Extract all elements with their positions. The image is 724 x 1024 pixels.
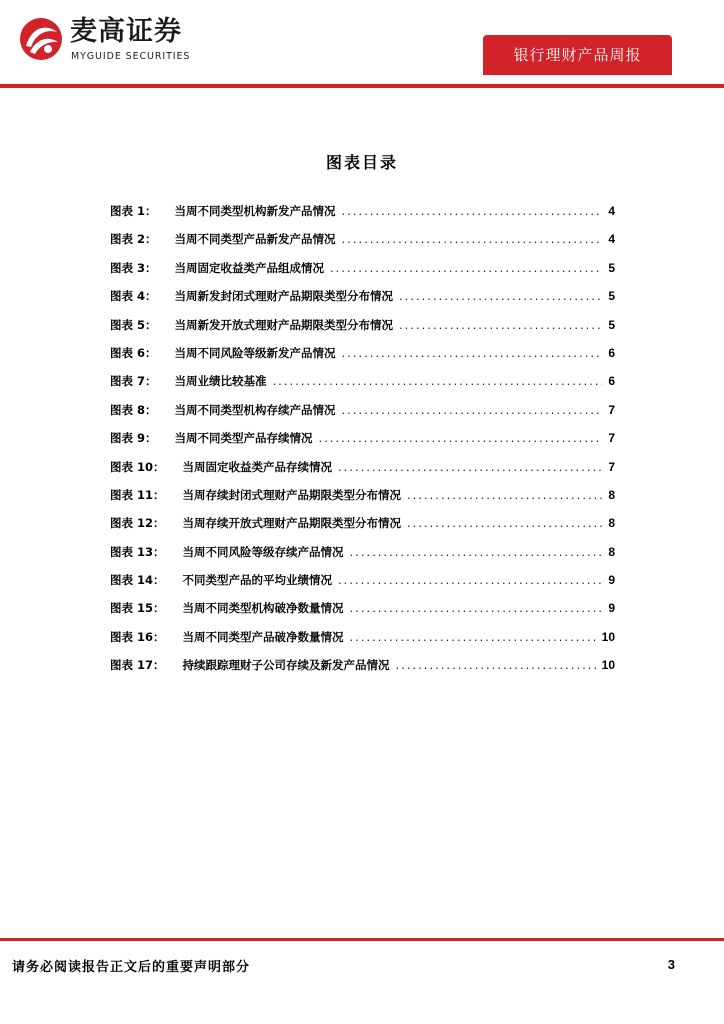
toc-title: 图表目录 — [325, 153, 398, 172]
toc-entry-title: 当周不同类型机构新发产品情况 — [174, 204, 336, 218]
toc-entry-title: 当周存续开放式理财产品期限类型分布情况 — [182, 516, 402, 531]
page-number: 3 — [667, 957, 675, 972]
toc-entry-title: 当周新发开放式理财产品期限类型分布情况 — [174, 317, 394, 332]
company-logo-icon — [17, 16, 65, 62]
toc-entry-leader — [396, 658, 596, 672]
toc-entry-title: 当周不同风险等级新发产品情况 — [174, 345, 336, 360]
toc-entry-label: 图表 16： — [110, 629, 165, 644]
toc-entry-title: 持续跟踪理财子公司存续及新发产品情况 — [182, 658, 390, 673]
toc-entry-page: 10 — [601, 629, 615, 644]
brand-name-cn: 麦高证券 — [70, 16, 182, 47]
header-divider — [0, 84, 724, 88]
toc-entry-leader — [338, 573, 602, 587]
toc-entry-page: 7 — [608, 431, 615, 446]
toc-entry[interactable] — [110, 629, 615, 657]
toc-entry-label: 图表 14： — [110, 573, 165, 588]
toc-entry[interactable] — [110, 288, 615, 316]
toc-entry-title: 当周固定收益类产品组成情况 — [174, 260, 325, 275]
toc-entry-leader — [342, 346, 603, 360]
toc-entry-label: 图表 11： — [110, 487, 165, 502]
toc-entry-leader — [342, 403, 603, 417]
toc-entry-leader — [319, 431, 603, 445]
toc-entry-title: 当周不同类型产品存续情况 — [174, 431, 313, 446]
toc-entry-page: 7 — [608, 402, 615, 417]
toc-entry-leader — [330, 261, 602, 275]
toc-entry-leader — [273, 374, 603, 388]
toc-entry-page: 10 — [601, 658, 615, 673]
toc-entry-title: 当周存续封闭式理财产品期限类型分布情况 — [182, 487, 402, 502]
toc-entry-page: 8 — [608, 516, 615, 531]
toc-entry-label: 图表 3： — [110, 260, 157, 275]
brand-name-en: MYGUIDE SECURITIES — [71, 51, 191, 62]
toc-entry-title: 当周不同类型机构破净数量情况 — [182, 601, 344, 616]
toc-entry-page: 6 — [608, 345, 615, 360]
toc-entry-label: 图表 15： — [110, 601, 165, 616]
toc-list — [110, 203, 615, 686]
toc-entry[interactable] — [110, 572, 615, 600]
toc-entry-page: 5 — [608, 317, 615, 332]
toc-entry-title: 当周新发封闭式理财产品期限类型分布情况 — [174, 289, 394, 304]
toc-entry-label: 图表 7： — [110, 374, 157, 389]
footer-disclaimer: 请务必阅读报告正文后的重要声明部分 — [12, 960, 251, 975]
toc-entry[interactable] — [110, 231, 615, 259]
toc-entry[interactable] — [110, 317, 615, 345]
toc-entry[interactable] — [110, 657, 615, 685]
toc-entry-label: 图表 9： — [110, 431, 157, 446]
toc-entry-title: 当周不同类型产品破净数量情况 — [182, 629, 344, 644]
toc-entry-label: 图表 6： — [110, 345, 157, 360]
toc-entry-label: 图表 12： — [110, 516, 165, 531]
toc-entry-label: 图表 13： — [110, 544, 165, 559]
toc-entry-leader — [399, 289, 602, 303]
toc-entry-leader — [399, 318, 602, 332]
toc-entry-leader — [350, 601, 603, 615]
toc-entry-title: 当周不同风险等级存续产品情况 — [182, 544, 344, 559]
toc-entry-label: 图表 17： — [110, 658, 165, 673]
toc-entry-leader — [342, 204, 603, 218]
toc-entry[interactable] — [110, 459, 615, 487]
toc-entry-leader — [350, 545, 603, 559]
toc-entry-page: 7 — [608, 459, 615, 474]
toc-entry-title: 当周不同类型机构存续产品情况 — [174, 402, 336, 417]
toc-entry-label: 图表 10： — [110, 459, 165, 474]
toc-entry[interactable] — [110, 600, 615, 628]
toc-entry[interactable] — [110, 487, 615, 515]
toc-entry[interactable] — [110, 430, 615, 458]
toc-entry[interactable] — [110, 515, 615, 543]
toc-entry-page: 5 — [608, 289, 615, 304]
toc-entry-page: 9 — [608, 601, 615, 616]
toc-entry-page: 8 — [608, 544, 615, 559]
toc-entry-label: 图表 2： — [110, 232, 157, 247]
toc-entry-page: 9 — [608, 573, 615, 588]
toc-entry-label: 图表 8： — [110, 402, 157, 417]
toc-entry-leader — [338, 460, 602, 474]
toc-entry-label: 图表 4： — [110, 289, 157, 304]
toc-entry-leader — [350, 630, 596, 644]
toc-entry[interactable] — [110, 345, 615, 373]
toc-entry-page: 8 — [608, 487, 615, 502]
toc-entry-page: 6 — [608, 374, 615, 389]
report-type-badge: 银行理财产品周报 — [483, 35, 672, 75]
toc-entry-title: 当周固定收益类产品存续情况 — [182, 459, 333, 474]
toc-entry[interactable] — [110, 203, 615, 231]
toc-entry-page: 4 — [608, 232, 615, 247]
toc-entry[interactable] — [110, 402, 615, 430]
toc-entry-page: 5 — [608, 260, 615, 275]
toc-entry-title: 当周业绩比较基准 — [174, 374, 267, 389]
toc-entry-label: 图表 1： — [110, 204, 157, 218]
toc-entry-title: 不同类型产品的平均业绩情况 — [182, 573, 333, 588]
footer-divider — [0, 938, 724, 941]
toc-entry-title: 当周不同类型产品新发产品情况 — [174, 232, 336, 247]
toc-entry[interactable] — [110, 544, 615, 572]
toc-entry-leader — [407, 488, 602, 502]
toc-entry[interactable] — [110, 373, 615, 401]
toc-entry-label: 图表 5： — [110, 317, 157, 332]
toc-entry-page: 4 — [608, 204, 615, 218]
toc-entry-leader — [407, 516, 602, 530]
toc-entry[interactable] — [110, 260, 615, 288]
toc-entry-leader — [342, 232, 603, 246]
